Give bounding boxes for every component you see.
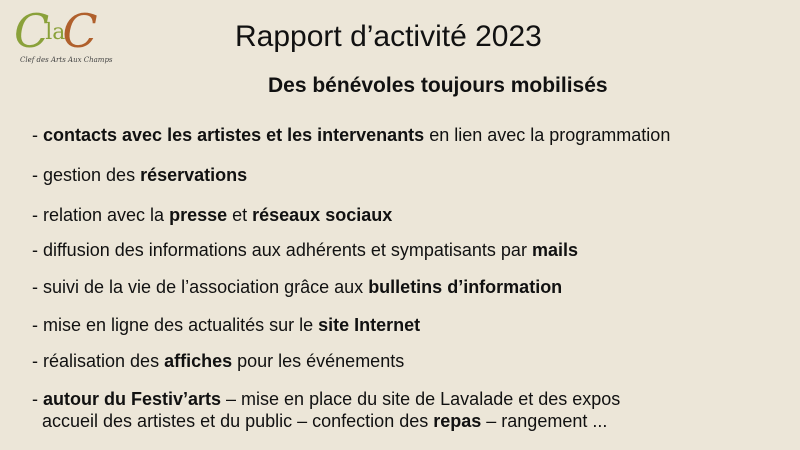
list-item-continuation: accueil des artistes et du public – confection des repas – rangement ... [42,411,608,431]
clac-logo [14,4,126,68]
list-item: - contacts avec les artistes et les intervenants en lien avec la programmation [32,125,671,145]
list-item: - suivi de la vie de l’association grâce aux bulletins d’information [32,277,563,297]
list-item: - relation avec la presse et réseaux sociaux [32,205,393,225]
list-item: - gestion des réservations [32,165,248,185]
logo-letters-la: la [45,20,66,45]
logo-letter-c-brown: C [62,4,98,58]
list-item: - diffusion des informations aux adhérents et sympatisants par mails [32,240,578,260]
list-item: - autour du Festiv’arts – mise en place du site de Lavalade et des expos accueil des artistes et du public – confection des repas – rangement ... [32,389,621,431]
logo-tagline: Clef des Arts Aux Champs [20,56,113,64]
page-subtitle: Des bénévoles toujours mobilisés [268,74,608,97]
logo-mark [14,4,98,58]
logo-letter-c-green: C [14,4,50,58]
list-item: - réalisation des affiches pour les événements [32,351,405,371]
list-item: - mise en ligne des actualités sur le site Internet [32,315,421,335]
page-title: Rapport d’activité 2023 [235,20,542,53]
